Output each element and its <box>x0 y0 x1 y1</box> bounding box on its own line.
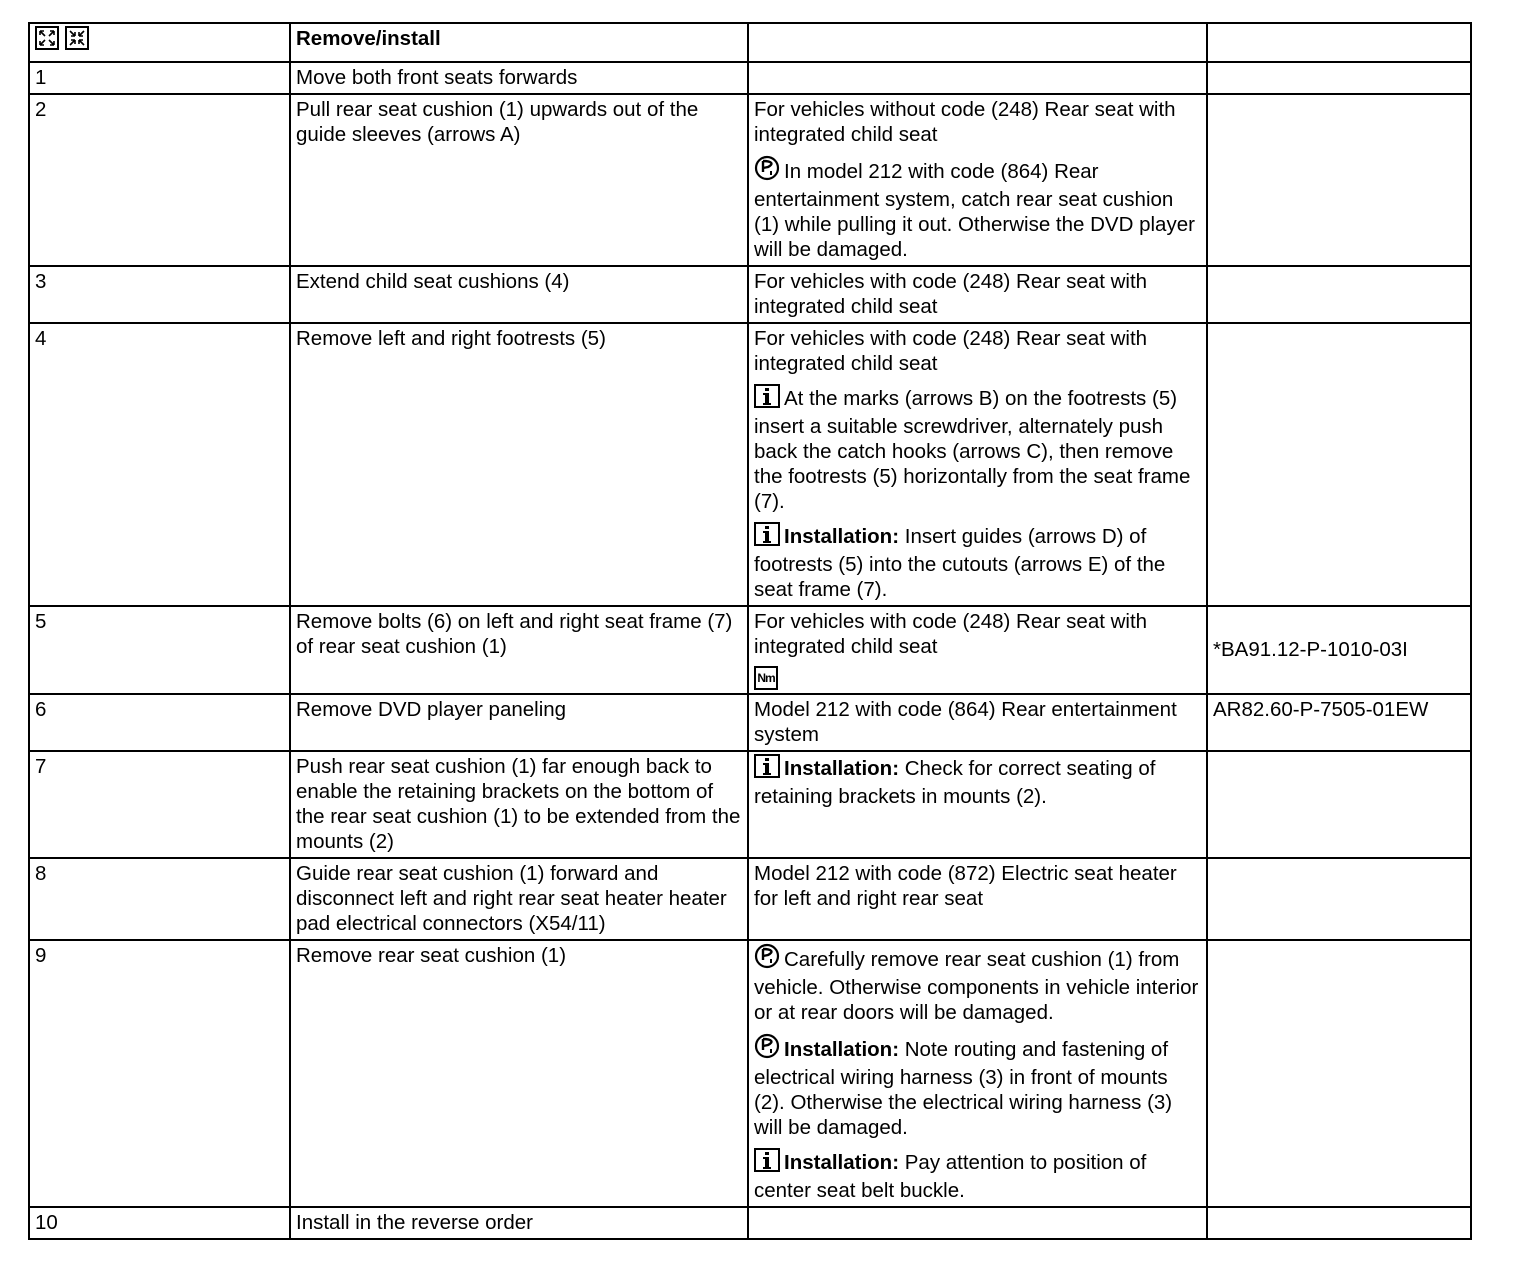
torque-icon[interactable]: Nm <box>754 666 778 690</box>
note-label: Installation: <box>784 1038 900 1061</box>
header-title: Remove/install <box>290 23 748 62</box>
step-reference-cell <box>1207 694 1471 751</box>
note-text: Pay attention to position of center seat belt buckle. <box>754 1151 1147 1202</box>
step-reference-cell <box>1207 1207 1471 1239</box>
step-action: Install in the reverse order <box>290 1207 748 1239</box>
note-text: Insert guides (arrows D) of footrests (5) into the cutouts (arrows E) of the seat frame (7). <box>754 525 1166 601</box>
step-note <box>754 1148 1202 1203</box>
step-condition-cell <box>748 858 1207 940</box>
table-row <box>29 694 1471 751</box>
step-note <box>754 384 1202 514</box>
step-condition-cell <box>748 606 1207 694</box>
step-number: 2 <box>29 94 290 266</box>
table-row <box>29 858 1471 940</box>
caution-icon <box>754 155 780 187</box>
note-label: Installation: <box>784 525 900 548</box>
step-condition-cell <box>748 323 1207 606</box>
caution-icon <box>754 1033 780 1065</box>
step-action: Guide rear seat cushion (1) forward and disconnect left and right rear seat heater heater pad electrical connectors (X54/11) <box>290 858 748 940</box>
document-reference-link[interactable]: AR82.60-P-7505-01EW <box>1213 698 1429 721</box>
step-action: Remove rear seat cushion (1) <box>290 940 748 1207</box>
note-text: In model 212 with code (864) Rear entertainment system, catch rear seat cushion (1) while pulling it out. Otherwise the DVD player will be damaged. <box>754 160 1195 261</box>
step-action: Remove DVD player paneling <box>290 694 748 751</box>
step-note <box>754 155 1202 262</box>
step-number: 1 <box>29 62 290 94</box>
step-condition-cell <box>748 940 1207 1207</box>
info-icon <box>754 384 780 414</box>
step-reference-cell <box>1207 94 1471 266</box>
step-condition-cell <box>748 1207 1207 1239</box>
step-condition: Model 212 with code (872) Electric seat heater for left and right rear seat <box>754 862 1177 910</box>
step-action: Push rear seat cushion (1) far enough back to enable the retaining brackets on the bottom of the rear seat cushion (1) to be extended from the mounts (2) <box>290 751 748 858</box>
step-note <box>754 754 1202 809</box>
caution-icon <box>754 943 780 975</box>
step-number: 9 <box>29 940 290 1207</box>
note-text: Carefully remove rear seat cushion (1) from vehicle. Otherwise components in vehicle interior or at rear doors will be damaged. <box>754 948 1199 1024</box>
table-row <box>29 266 1471 323</box>
step-condition-cell <box>748 94 1207 266</box>
step-action: Remove bolts (6) on left and right seat frame (7) of rear seat cushion (1) <box>290 606 748 694</box>
step-condition: For vehicles without code (248) Rear seat with integrated child seat <box>754 98 1176 146</box>
step-condition-cell <box>748 694 1207 751</box>
step-condition-cell <box>748 266 1207 323</box>
step-action: Move both front seats forwards <box>290 62 748 94</box>
step-reference-cell <box>1207 940 1471 1207</box>
step-condition: For vehicles with code (248) Rear seat with integrated child seat <box>754 327 1148 375</box>
step-condition-cell <box>748 751 1207 858</box>
step-action: Pull rear seat cushion (1) upwards out of the guide sleeves (arrows A) <box>290 94 748 266</box>
info-icon <box>754 522 780 552</box>
step-number: 5 <box>29 606 290 694</box>
step-condition: For vehicles with code (248) Rear seat with integrated child seat <box>754 610 1148 658</box>
step-reference-cell <box>1207 751 1471 858</box>
note-label: Installation: <box>784 757 900 780</box>
note-text: Note routing and fastening of electrical wiring harness (3) in front of mounts (2). Otherwise the electrical wiring harness (3) will be damaged. <box>754 1038 1173 1139</box>
info-icon <box>754 754 780 784</box>
header-reference <box>1207 23 1471 62</box>
step-reference-cell <box>1207 858 1471 940</box>
step-number: 3 <box>29 266 290 323</box>
step-condition: For vehicles with code (248) Rear seat with integrated child seat <box>754 270 1148 318</box>
step-reference-cell <box>1207 606 1471 694</box>
info-icon <box>754 1148 780 1178</box>
step-action: Remove left and right footrests (5) <box>290 323 748 606</box>
step-reference-cell <box>1207 62 1471 94</box>
document-reference-link[interactable]: *BA91.12-P-1010-03I <box>1213 638 1408 661</box>
table-row <box>29 62 1471 94</box>
table-row <box>29 94 1471 266</box>
table-header-row <box>29 23 1471 62</box>
table-row <box>29 940 1471 1207</box>
note-text: At the marks (arrows B) on the footrests (5) insert a suitable screwdriver, alternately push back the catch hooks (arrows C), then remove the footrests (5) horizontally from the seat frame (7). <box>754 387 1191 513</box>
step-number: 8 <box>29 858 290 940</box>
expand-icon[interactable] <box>35 26 59 50</box>
step-note <box>754 1033 1202 1140</box>
table-body <box>29 62 1471 1239</box>
step-note <box>754 943 1202 1025</box>
collapse-icon[interactable] <box>65 26 89 50</box>
step-reference-cell <box>1207 266 1471 323</box>
table-row <box>29 1207 1471 1239</box>
note-label: Installation: <box>784 1151 900 1174</box>
step-number: 7 <box>29 751 290 858</box>
step-action: Extend child seat cushions (4) <box>290 266 748 323</box>
header-icons-cell <box>29 23 290 62</box>
torque-row <box>754 663 1202 690</box>
table-row <box>29 323 1471 606</box>
table-row <box>29 606 1471 694</box>
header-condition <box>748 23 1207 62</box>
step-number: 10 <box>29 1207 290 1239</box>
step-note <box>754 522 1202 602</box>
step-condition-cell <box>748 62 1207 94</box>
step-number: 4 <box>29 323 290 606</box>
table-row <box>29 751 1471 858</box>
step-reference-cell <box>1207 323 1471 606</box>
procedure-table <box>28 22 1472 1240</box>
note-text: Check for correct seating of retaining brackets in mounts (2). <box>754 757 1156 808</box>
step-condition: Model 212 with code (864) Rear entertainment system <box>754 698 1177 746</box>
step-number: 6 <box>29 694 290 751</box>
